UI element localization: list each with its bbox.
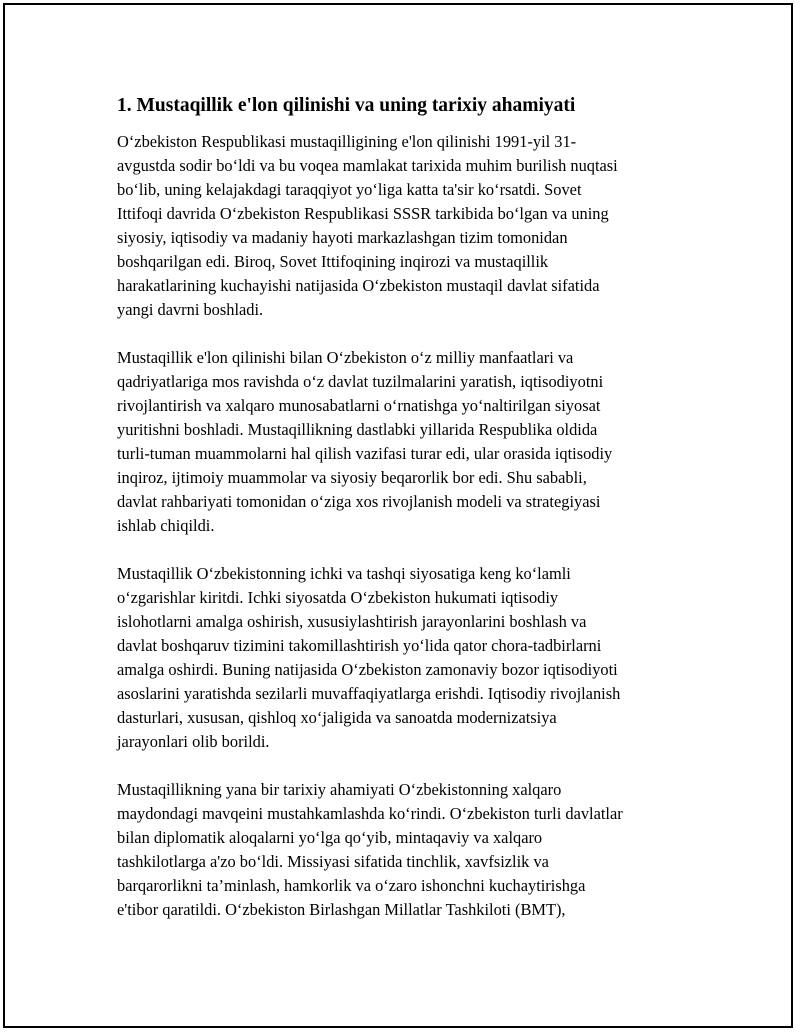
paragraph-4 xyxy=(117,778,697,922)
text-line: maydondagi mavqeini mustahkamlashda ko‘rindi. O‘zbekiston turli davlatlar xyxy=(117,804,623,823)
text-line: e'tibor qaratildi. O‘zbekiston Birlashgan Millatlar Tashkiloti (BMT), xyxy=(117,900,566,919)
paragraph-1 xyxy=(117,130,697,322)
text-line: o‘zgarishlar kiritdi. Ichki siyosatda O‘zbekiston hukumati iqtisodiy xyxy=(117,588,559,607)
text-line: qadriyatlariga mos ravishda o‘z davlat tuzilmalarini yaratish, iqtisodiyotni xyxy=(117,372,604,391)
text-line: rivojlantirish va xalqaro munosabatlarni o‘rnatishga yo‘naltirilgan siyosat xyxy=(117,396,601,415)
text-line: Mustaqillik e'lon qilinishi bilan O‘zbekiston o‘z milliy manfaatlari va xyxy=(117,348,574,367)
text-line: ishlab chiqildi. xyxy=(117,516,215,535)
text-line: Ittifoqi davrida O‘zbekiston Respublikasi SSSR tarkibida bo‘lgan va uning xyxy=(117,204,609,223)
text-line: siyosiy, iqtisodiy va madaniy hayoti markazlashgan tizim tomonidan xyxy=(117,228,568,247)
text-line: islohotlarni amalga oshirish, xususiylashtirish jarayonlarini boshlash va xyxy=(117,612,587,631)
text-line: jarayonlari olib borildi. xyxy=(117,732,270,751)
text-line: boshqarilgan edi. Biroq, Sovet Ittifoqining inqirozi va mustaqillik xyxy=(117,252,549,271)
text-line: harakatlarining kuchayishi natijasida O‘zbekiston mustaqil davlat sifatida xyxy=(117,276,600,295)
text-line: avgustda sodir bo‘ldi va bu voqea mamlakat tarixida muhim burilish nuqtasi xyxy=(117,156,618,175)
text-line: amalga oshirdi. Buning natijasida O‘zbekiston zamonaviy bozor iqtisodiyoti xyxy=(117,660,618,679)
text-line: yangi davrni boshladi. xyxy=(117,300,264,319)
text-line: davlat rahbariyati tomonidan o‘ziga xos rivojlanish modeli va strategiyasi xyxy=(117,492,601,511)
text-line: yuritishni boshladi. Mustaqillikning dastlabki yillarida Respublika oldida xyxy=(117,420,598,439)
text-line: inqiroz, ijtimoiy muammolar va siyosiy beqarorlik bor edi. Shu sababli, xyxy=(117,468,587,487)
text-line: Mustaqillik O‘zbekistonning ichki va tashqi siyosatiga keng ko‘lamli xyxy=(117,564,571,583)
text-line: Mustaqillikning yana bir tarixiy ahamiyati O‘zbekistonning xalqaro xyxy=(117,780,562,799)
text-line: turli-tuman muammolarni hal qilish vazifasi turar edi, ular orasida iqtisodiy xyxy=(117,444,613,463)
text-line: O‘zbekiston Respublikasi mustaqilligining e'lon qilinishi 1991-yil 31- xyxy=(117,132,577,151)
text-line: asoslarini yaratishda sezilarli muvaffaqiyatlarga erishdi. Iqtisodiy rivojlanish xyxy=(117,684,621,703)
section-heading: 1. Mustaqillik e'lon qilinishi va uning tarixiy ahamiyati xyxy=(117,95,576,116)
document-body xyxy=(117,92,697,946)
text-line: bilan diplomatik aloqalarni yo‘lga qo‘yib, mintaqaviy va xalqaro xyxy=(117,828,543,847)
text-line: dasturlari, xususan, qishloq xo‘jaligida va sanoatda modernizatsiya xyxy=(117,708,557,727)
text-line: bo‘lib, uning kelajakdagi taraqqiyot yo‘liga katta ta'sir ko‘rsatdi. Sovet xyxy=(117,180,582,199)
text-line: davlat boshqaruv tizimini takomillashtirish yo‘lida qator chora-tadbirlarni xyxy=(117,636,602,655)
text-line: barqarorlikni ta’minlash, hamkorlik va o‘zaro ishonchni kuchaytirishga xyxy=(117,876,586,895)
text-line: tashkilotlarga a'zo bo‘ldi. Missiyasi sifatida tinchlik, xavfsizlik va xyxy=(117,852,549,871)
paragraph-2 xyxy=(117,346,697,538)
paragraph-3 xyxy=(117,562,697,754)
